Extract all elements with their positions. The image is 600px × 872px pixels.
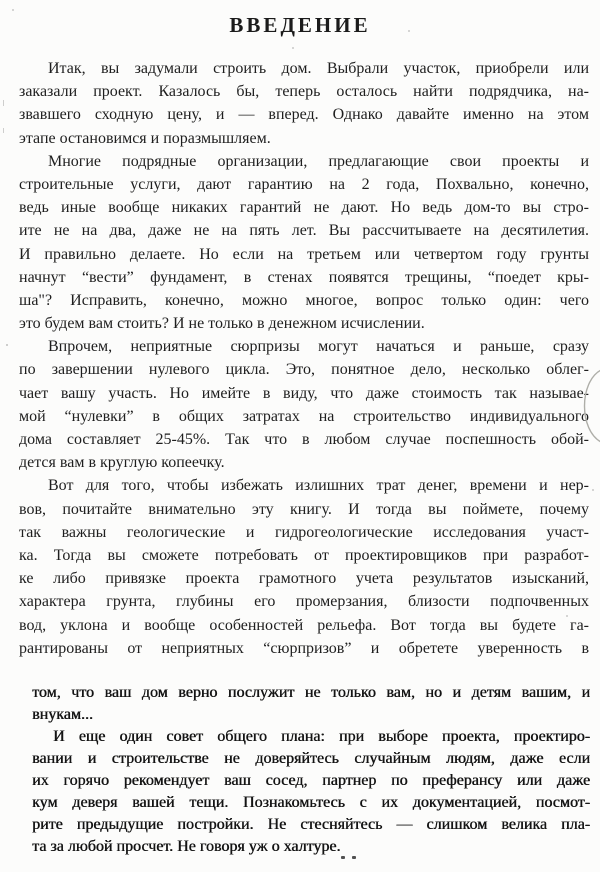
text-line: их горячо рекомендует ваш сосед, партнер по преферансу или даже [32, 772, 590, 789]
text-line: И еще один совет общего плана: при выборе проекта, проектиро- [53, 728, 590, 745]
text-line: ведь иные вообще никаких гарантий не дают. Но ведь дом-то вы стро- [19, 199, 589, 217]
text-line: та за любой просчет. Не говоря уж о халтуре. [32, 838, 341, 855]
scan-speck [592, 489, 594, 491]
text-line: чает вашу участь. Но имейте в виду, что даже стоимость так называе- [19, 384, 589, 402]
text-line: вании и строительстве не доверяйтесь случайным людям, даже если [32, 750, 590, 767]
text-line: ке либо привязке проекта грамотного учета результатов изысканий, [19, 570, 589, 588]
scan-edge-mark [3, 128, 4, 133]
text-line: звавшего сходную цену, и — вперед. Однако давайте именно на этом [19, 106, 589, 124]
text-line: Многие подрядные организации, предлагающие свои проекты и [48, 152, 589, 170]
text-line: внукам... [32, 706, 93, 723]
text-line: по завершении нулевого цикла. Это, понятное дело, несколько облег- [19, 361, 589, 379]
text-line: дома составляет 25-45%. Так что в любом случае поспешность обой- [19, 431, 589, 448]
text-line: ите не на два, даже не на пять лет. Вы рассчитываете на десятилетия. [19, 222, 589, 240]
text-line: дется вам в круглую копеечку. [19, 454, 225, 472]
scan-speck [341, 856, 345, 859]
bottom-text-block [32, 682, 590, 858]
text-line: кум деверя вашей тещи. Познакомьтесь с их документацией, посмот- [32, 794, 590, 811]
text-line: вод, уклона и вообще особенностей рельефа. Вот тогда вы будете га- [19, 616, 589, 634]
scan-edge-mark [3, 100, 4, 106]
scan-speck [352, 856, 356, 859]
scan-speck [62, 257, 64, 259]
scan-edge-mark [6, 344, 8, 346]
text-line: начнут “вести” фундамент, в стенах появятся трещины, “поедет кры- [19, 268, 589, 286]
text-line: это будем вам стоить? И не только в денежном исчислении. [19, 315, 425, 333]
text-line: рите предыдущие постройки. Не стесняйтесь — слишком велика пла- [32, 816, 590, 833]
text-line: строительные услуги, дают гарантию на 2 года, Похвально, конечно, [19, 175, 589, 193]
scan-speck [566, 615, 568, 617]
scan-speck [214, 463, 216, 465]
text-line: ка. Тогда вы сможете потребовать от проектировщиков при разработ- [19, 546, 589, 564]
scan-speck [292, 47, 294, 49]
text-line: Итак, вы задумали строить дом. Выбрали участок, приобрели или [48, 60, 589, 77]
scan-speck [528, 96, 530, 98]
text-line: заказали проект. Казалось бы, теперь осталось найти подрядчика, на- [19, 83, 589, 101]
text-line: том, что ваш дом верно послужит не только вам, но и детям вашим, и [32, 684, 590, 701]
text-line: характера грунта, глубины его промерзания, близости подпочвенных [19, 593, 589, 611]
page-title: ВВЕДЕНИЕ [229, 13, 371, 37]
text-line: рантированы от неприятных “сюрпризов” и обретете уверенность в [19, 639, 589, 657]
scan-speck [12, 9, 14, 11]
text-line: вов, почитайте внимательно эту книгу. И тогда вы поймете, почему [19, 500, 589, 518]
text-line: Впрочем, неприятные сюрпризы могут начаться и раньше, сразу [48, 338, 589, 356]
text-line: мой “нулевки” в общих затратах на строительство индивидуального [19, 407, 589, 425]
scan-speck [408, 30, 410, 32]
text-line: этапе остановимся и поразмышляем. [19, 129, 271, 147]
text-line: Вот для того, чтобы избежать излишних трат денег, времени и нер- [48, 477, 589, 495]
text-line: ша"? Исправить, конечно, можно многое, вопрос только один: чего [19, 291, 589, 309]
text-line: так важны геологические и гидрогеологические исследования участ- [19, 523, 589, 541]
text-line: И правильно делаете. Но если на третьем или четвертом году грунты [19, 245, 589, 263]
main-text-block [19, 57, 589, 660]
